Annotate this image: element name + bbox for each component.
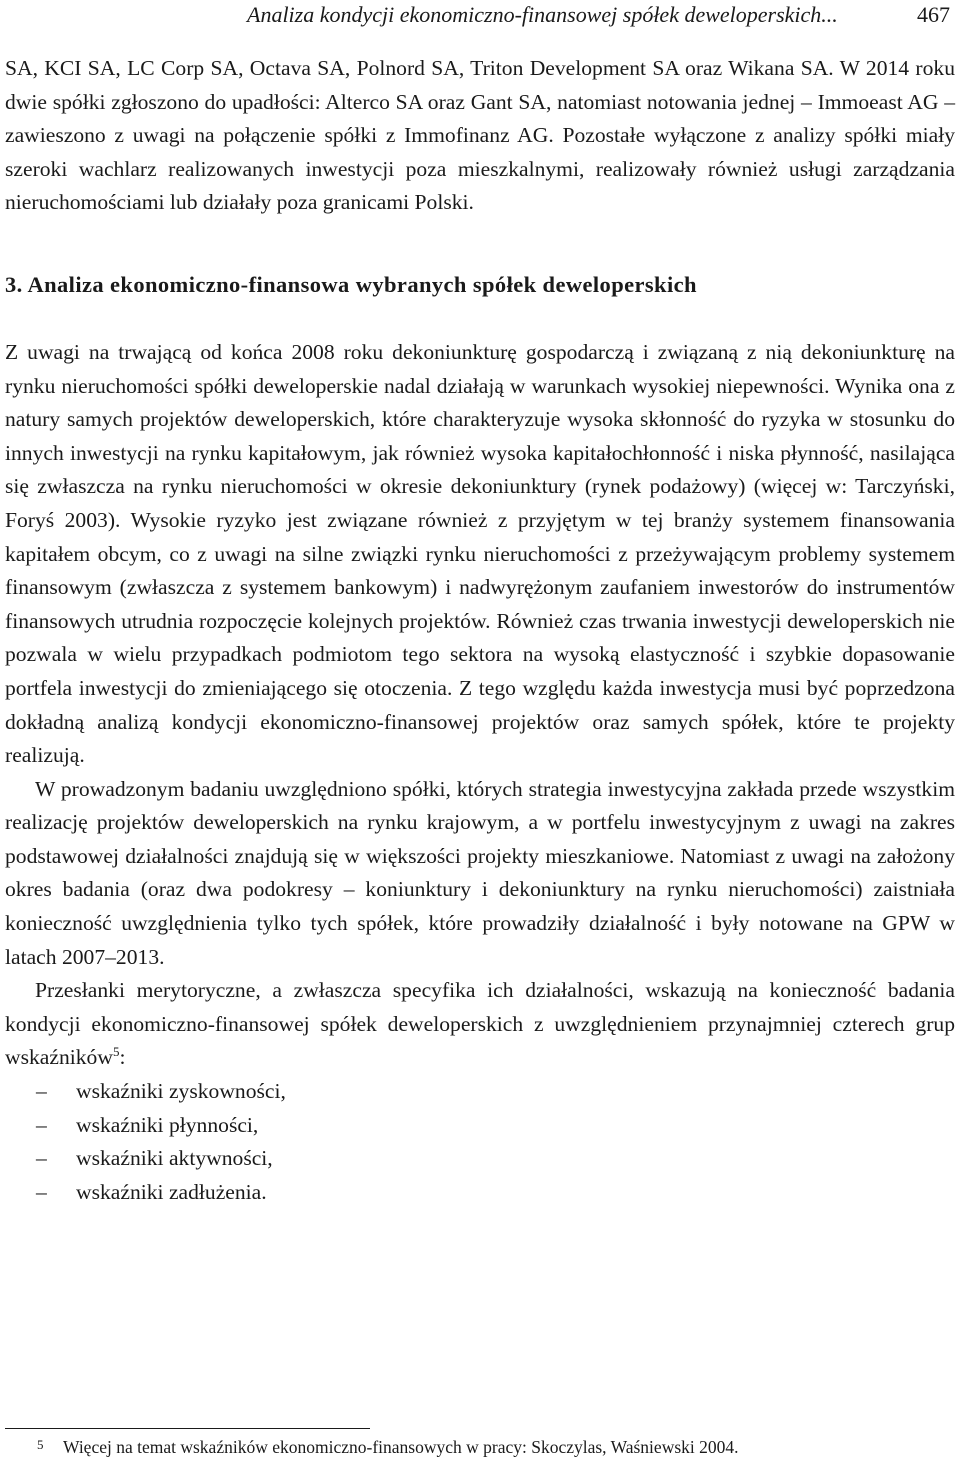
list-intro-paragraph <box>5 974 955 1075</box>
footnote-divider <box>5 1428 370 1429</box>
list-item <box>5 1176 955 1210</box>
running-header <box>0 0 960 34</box>
list-item <box>5 1142 955 1176</box>
footnote-number: 5 <box>37 1437 44 1452</box>
list-item-text: wskaźniki zyskowności, <box>76 1079 286 1104</box>
page-number: 467 <box>917 2 950 27</box>
intro-paragraph: SA, KCI SA, LC Corp SA, Octava SA, Polnord SA, Triton Development SA oraz Wikana SA. W 2014 roku dwie spółki zgłoszono do upadłości: Alterco SA oraz Gant SA, natomiast notowania jednej – Immoeast AG – zawieszono z uwagi na połączenie spółki z Immofinanz AG. Pozostałe wyłączone z analizy spółki miały szeroki wachlarz realizowanych inwestycji poza mieszkalnymi, realizowały również usługi zarządzania nieruchomościami lub działały poza granicami Polski. <box>5 56 955 215</box>
list-item-text: wskaźniki zadłużenia. <box>76 1179 267 1204</box>
list-dash: – <box>36 1146 47 1171</box>
body-paragraph-1: Z uwagi na trwającą od końca 2008 roku dekoniunkturę gospodarczą i związaną z nią dekoniunkturę na rynku nieruchomości spółki deweloperskie nadal działają w warunkach wysokiej niepewności. Wynika ona z natury samych projektów deweloperskich, które charakteryzuje wysoka skłonność do ryzyka w stosunku do innych inwestycji na rynku kapitałowym, jak również wysoka kapitałochłonność i niska płynność, nasilająca się zwłaszcza na rynku nieruchomości w okresie dekoniunktury (rynek podażowy) (więcej w: Tarczyński, Foryś 2003). Wysokie ryzyko jest związane również z przyjętym w tej branży systemem finansowania kapitałem obcym, co z uwagi na silne związki rynku nieruchomości z przeżywającym problemy systemem finansowym (zwłaszcza z systemem bankowym) i nadwyrężonym zaufaniem inwestorów do instrumentów finansowych utrudnia rozpoczęcie kolejnych projektów. Również czas trwania inwestycji deweloperskich nie pozwala w wielu przypadkach podmiotom tego sektora na wysoką elastyczność i szybkie dopasowanie portfela inwestycji do zmieniającego się otoczenia. Z tego względu każda inwestycja musi być poprzedzona dokładną analizą kondycji ekonomiczno-finansowej projektów oraz samych spółek, które te projekty realizują. <box>5 339 955 768</box>
indicator-groups-list <box>5 1075 955 1209</box>
running-title: Analiza kondycji ekonomiczno-finansowej spółek deweloperskich... <box>247 2 838 27</box>
list-dash: – <box>36 1179 47 1204</box>
list-dash: – <box>36 1112 47 1137</box>
list-item <box>5 1075 955 1109</box>
footnote <box>37 1437 739 1457</box>
list-dash: – <box>36 1079 47 1104</box>
main-text <box>5 52 955 1209</box>
list-intro-text: Przesłanki merytoryczne, a zwłaszcza specyfika ich działalności, wskazują na konieczność badania kondycji ekonomiczno-finansowej spółek deweloperskich z uwzględnieniem przynajmniej czterech grup wskaźników <box>5 978 955 1070</box>
list-item-text: wskaźniki aktywności, <box>76 1146 273 1171</box>
footnote-text: Więcej na temat wskaźników ekonomiczno-finansowych w pracy: Skoczylas, Waśniewski 2004. <box>63 1437 739 1457</box>
section-heading: 3. Analiza ekonomiczno-finansowa wybranych spółek deweloperskich <box>5 271 697 297</box>
list-intro-end: : <box>119 1045 126 1070</box>
footnote-reference: 5 <box>112 1044 120 1060</box>
list-item-text: wskaźniki płynności, <box>76 1112 259 1137</box>
list-item <box>5 1109 955 1143</box>
body-paragraph-2: W prowadzonym badaniu uwzględniono spółki, których strategia inwestycyjna zakłada przede wszystkim realizację projektów deweloperskich na rynku krajowym, a w portfelu inwestycyjnym z uwagi na zakres podstawowej działalności znajdują się w większości projekty mieszkaniowe. Natomiast z uwagi na założony okres badania (oraz dwa podokresy – koniunktury i dekoniunktury na rynku nieruchomości) zaistniała konieczność uwzględnienia tylko tych spółek, które prowadziły działalność i były notowane na GPW w latach 2007–2013. <box>5 776 955 969</box>
